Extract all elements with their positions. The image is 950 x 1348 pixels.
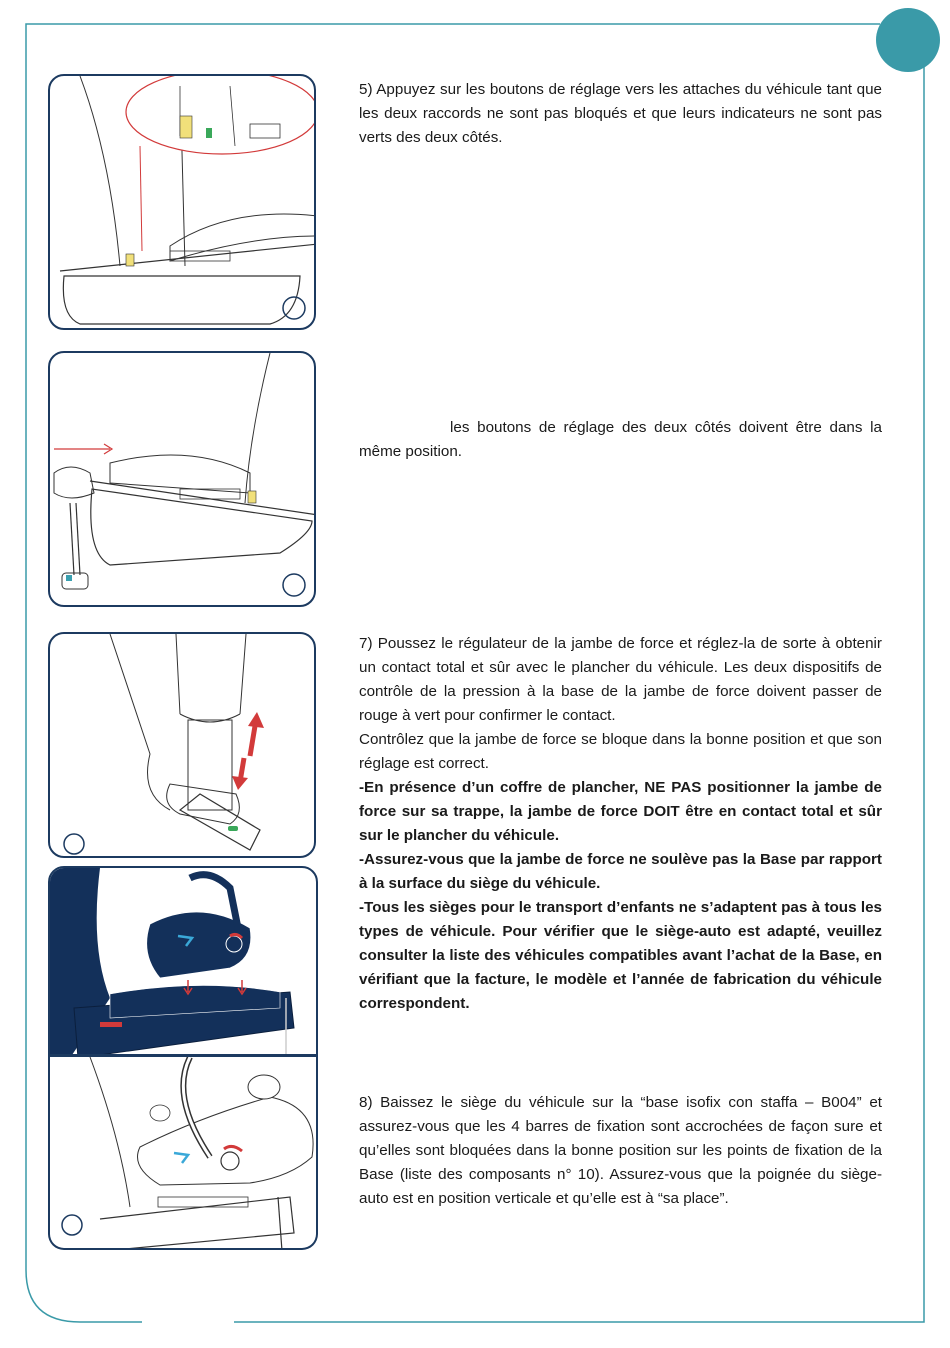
step-8-instructions xyxy=(359,1091,882,1211)
corner-accent-circle xyxy=(876,8,940,72)
step-7-paragraph-2: Contrôlez que la jambe de force se bloque dans la bonne position et que son réglage est correct. xyxy=(359,731,882,772)
step-7-warning-2: -Assurez-vous que la jambe de force ne soulève pas la Base par rapport à la surface du siège du véhicule. xyxy=(359,851,882,892)
step-7-warning-3: -Tous les sièges pour le transport d’enfants ne s’adaptent pas à tous les types de véhicule. Pour vérifier que le siège-auto est adapté, veuillez consulter la liste des véhicules compatibles avant l’achat de la Base, en vérifiant que la facture, le modèle et l’année de fabrication du véhicule correspondent. xyxy=(359,899,882,1012)
illustration-step-7 xyxy=(48,632,316,858)
illustration-step-8-seat xyxy=(48,866,318,1056)
illustration-step-5 xyxy=(48,74,316,330)
step-7-warning-1: -En présence d’un coffre de plancher, NE PAS positionner la jambe de force sur sa trappe, la jambe de force DOIT être en contact total et sûr sur le plancher du véhicule. xyxy=(359,779,882,844)
step-5-text: 5) Appuyez sur les boutons de réglage vers les attaches du véhicule tant que les deux raccords ne sont pas bloqués et que leurs indicateurs ne sont pas verts des deux côtés. xyxy=(359,81,882,146)
step-7-paragraph-1: 7) Poussez le régulateur de la jambe de force et réglez-la de sorte à obtenir un contact total et sûr avec le plancher du véhicule. Les deux dispositifs de contrôle de la pression à la base de la jambe de force doivent passer de rouge à vert pour confirmer le contact. xyxy=(359,635,882,724)
step-8-text: 8) Baissez le siège du véhicule sur la “base isofix con staffa – B004” et assurez-vous que les 4 barres de fixation sont accrochées de façon sure et qu’elles sont bloquées dans la bonne position sur les points de fixation de la Base (liste des composants n° 10). Assurez-vous que la poignée du siège-auto est en position verticale et qu’elle est à “sa place”. xyxy=(359,1094,882,1207)
step-6-text: les boutons de réglage des deux côtés doivent être dans la même position. xyxy=(359,419,882,460)
illustration-step-6 xyxy=(48,351,316,607)
step-5-instructions xyxy=(359,78,882,150)
step-7-instructions xyxy=(359,632,882,1016)
step-6-instructions xyxy=(359,416,882,464)
illustration-step-8-installed xyxy=(48,1056,318,1250)
